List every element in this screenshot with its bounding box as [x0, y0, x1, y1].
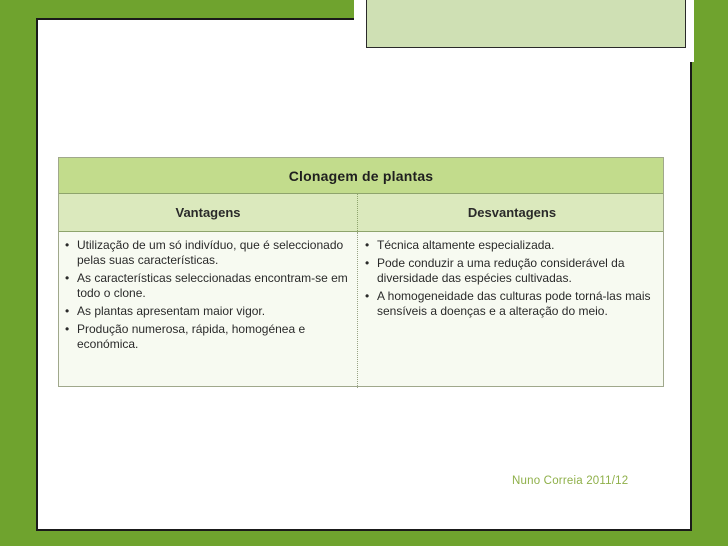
disadvantages-column	[365, 238, 661, 322]
advantages-column	[65, 238, 349, 355]
table-header-row	[59, 194, 663, 232]
disadvantage-item: • Técnica altamente especializada.	[365, 238, 661, 253]
corner-decoration-panel	[366, 0, 686, 48]
column-divider	[357, 232, 358, 388]
header-advantages: Vantagens	[175, 205, 241, 220]
advantage-item: • Produção numerosa, rápida, homogénea e económica.	[65, 322, 349, 352]
advantage-item: • As características seleccionadas encontram-se em todo o clone.	[65, 271, 349, 301]
advantage-item: • As plantas apresentam maior vigor.	[65, 304, 349, 319]
advantage-item: • Utilização de um só indivíduo, que é seleccionado pelas suas características.	[65, 238, 349, 268]
table-title: Clonagem de plantas	[288, 167, 434, 184]
table-title-row	[59, 158, 663, 194]
disadvantage-item: • Pode conduzir a uma redução considerável da diversidade das espécies cultivadas.	[365, 256, 661, 286]
footer-author: Nuno Correia 2011/12	[512, 475, 629, 487]
cloning-table	[58, 157, 664, 387]
side-scan-text	[40, 312, 50, 392]
header-disadvantages: Desvantagens	[357, 194, 666, 231]
disadvantage-item: • A homogeneidade das culturas pode torná-las mais sensíveis a doenças e a alteração do meio.	[365, 289, 661, 319]
